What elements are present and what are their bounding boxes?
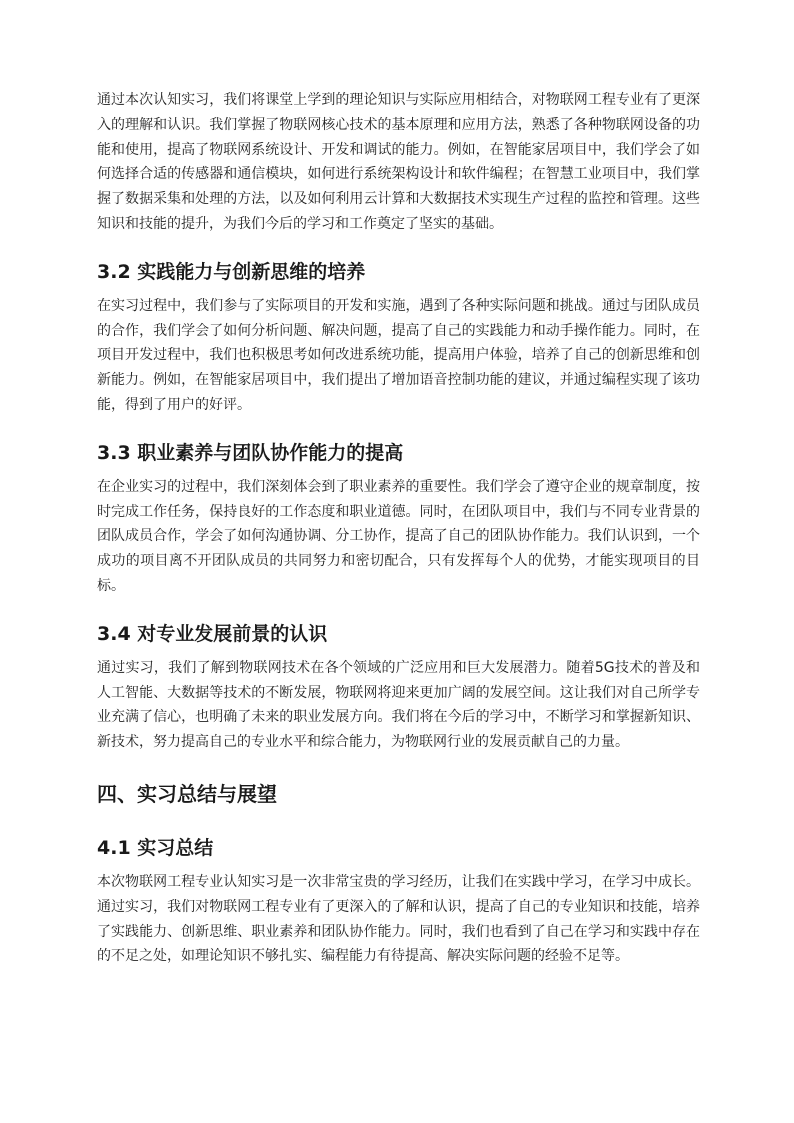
- section-3-3-heading: 3.3 职业素养与团队协作能力的提高: [97, 441, 404, 464]
- document-page: [97, 88, 700, 969]
- section-3-4-heading: 3.4 对专业发展前景的认识: [97, 622, 328, 645]
- section-3-2-paragraph: 在实习过程中，我们参与了实际项目的开发和实施，遇到了各种实际问题和挑战。通过与团队成员的合作，我们学会了如何分析问题、解决问题，提高了自己的实践能力和动手操作能力。同时，在项目开发过程中，我们也积极思考如何改进系统功能，提高用户体验，培养了自己的创新思维和创新能力。例如，在智能家居项目中，我们提出了增加语音控制功能的建议，并通过编程实现了该功能，得到了用户的好评。: [97, 297, 700, 413]
- section-3-1-paragraph: 通过本次认知实习，我们将课堂上学到的理论知识与实际应用相结合，对物联网工程专业有了更深入的理解和认识。我们掌握了物联网核心技术的基本原理和应用方法，熟悉了各种物联网设备的功能和使用，提高了物联网系统设计、开发和调试的能力。例如，在智能家居项目中，我们学会了如何选择合适的传感器和通信模块，如何进行系统架构设计和软件编程；在智慧工业项目中，我们掌握了数据采集和处理的方法，以及如何利用云计算和大数据技术实现生产过程的监控和管理。这些知识和技能的提升，为我们今后的学习和工作奠定了坚实的基础。: [97, 92, 700, 232]
- section-4-1-paragraph: 本次物联网工程专业认知实习是一次非常宝贵的学习经历，让我们在实践中学习，在学习中成长。通过实习，我们对物联网工程专业有了更深入的了解和认识，提高了自己的专业知识和技能，培养了实践能力、创新思维、职业素养和团队协作能力。同时，我们也看到了自己在学习和实践中存在的不足之处，如理论知识不够扎实、编程能力有待提高、解决实际问题的经验不足等。: [97, 873, 700, 965]
- section-4-1-heading: 4.1 实习总结: [97, 836, 214, 859]
- section-3-2-heading: 3.2 实践能力与创新思维的培养: [97, 260, 366, 283]
- section-4-heading: 四、实习总结与展望: [97, 781, 277, 806]
- section-3-3-paragraph: 在企业实习的过程中，我们深刻体会到了职业素养的重要性。我们学会了遵守企业的规章制度，按时完成工作任务，保持良好的工作态度和职业道德。同时，在团队项目中，我们与不同专业背景的团队成员合作，学会了如何沟通协调、分工协作，提高了自己的团队协作能力。我们认识到，一个成功的项目离不开团队成员的共同努力和密切配合，只有发挥每个人的优势，才能实现项目的目标。: [97, 478, 700, 594]
- section-3-4-paragraph: 通过实习，我们了解到物联网技术在各个领域的广泛应用和巨大发展潜力。随着5G技术的普及和人工智能、大数据等技术的不断发展，物联网将迎来更加广阔的发展空间。这让我们对自己所学专业充满了信心，也明确了未来的职业发展方向。我们将在今后的学习中，不断学习和掌握新知识、新技术，努力提高自己的专业水平和综合能力，为物联网行业的发展贡献自己的力量。: [97, 659, 700, 751]
